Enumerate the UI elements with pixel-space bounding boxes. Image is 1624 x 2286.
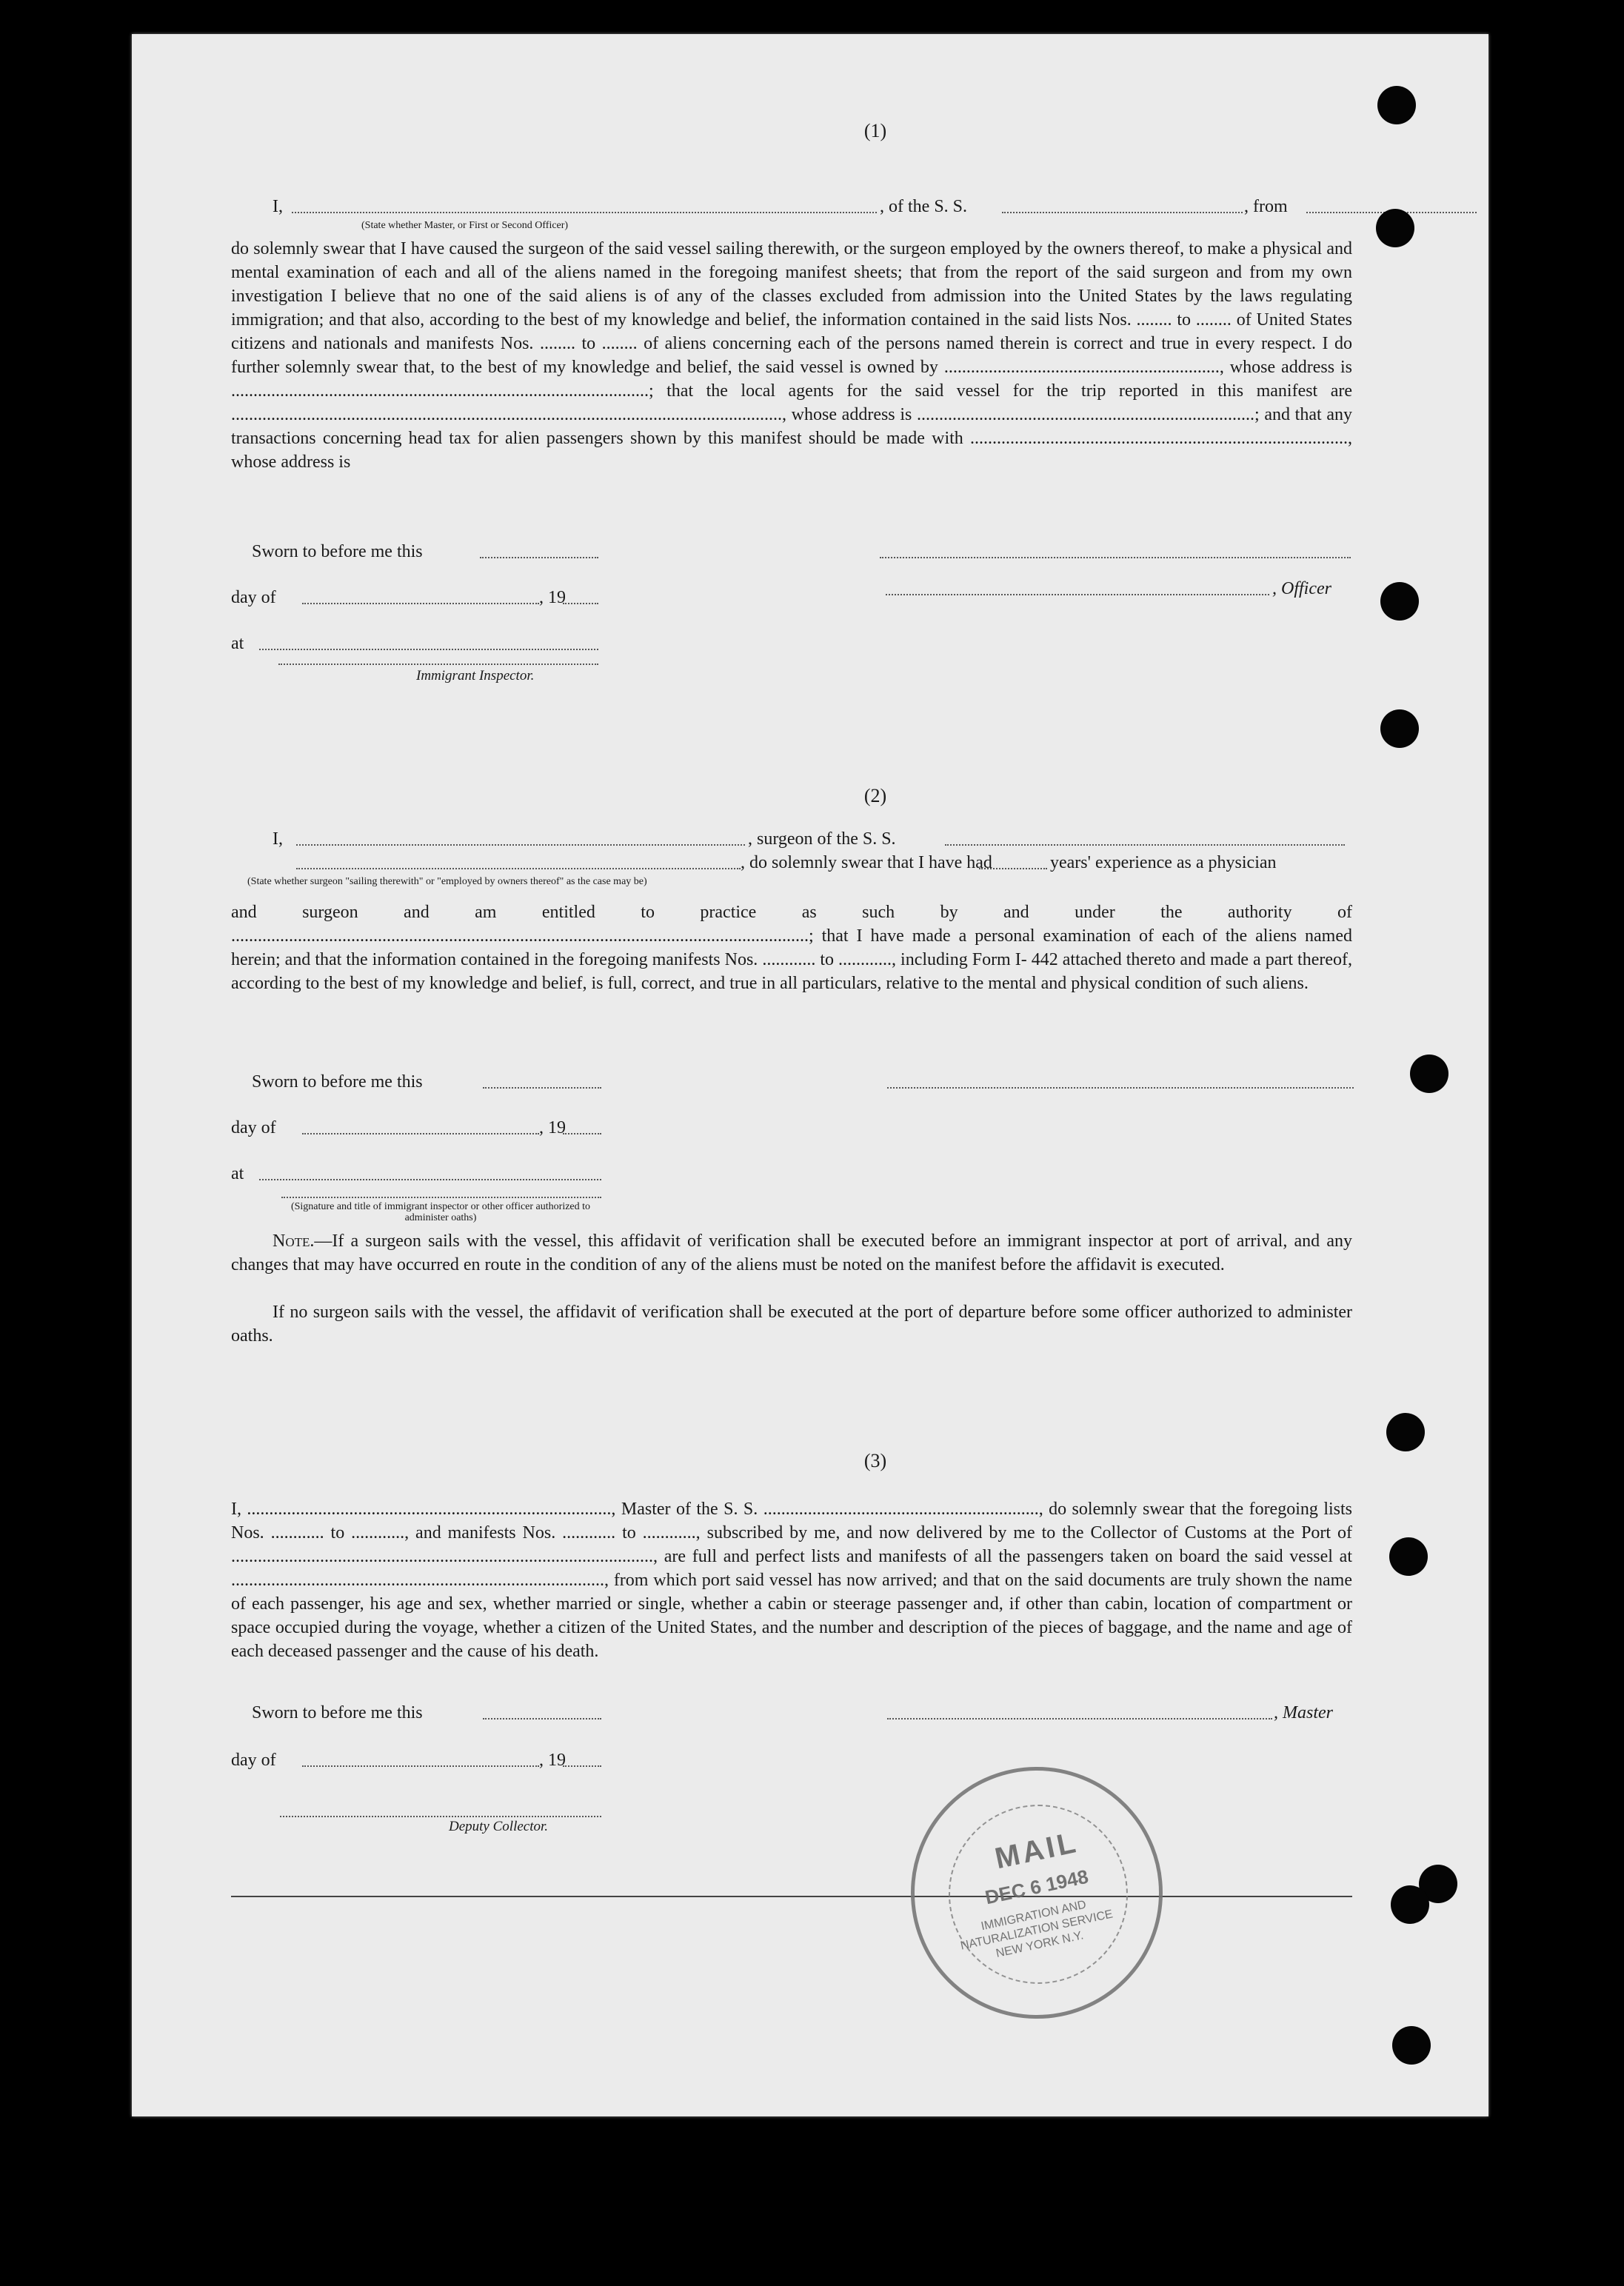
section2-caption: (State whether surgeon "sailing therewith" or "employed by owners thereof" as the case may be) xyxy=(247,876,647,887)
manifest-page xyxy=(132,34,1488,2116)
section2-officer-signature-blank xyxy=(281,1197,601,1198)
stamp-mail-text: MAIL xyxy=(992,1825,1082,1876)
section1-sworn-blank xyxy=(480,557,598,558)
section1-signature-blank xyxy=(880,557,1351,558)
surgeon-name-blank xyxy=(296,844,745,846)
section3-oath-text: I, .................................................................................., Master of the S. S. .............................................................., do solemnly swear that the foregoing lists Nos. ............ to ............, and manifests Nos. ............ to ............, subscribed by me, and now delivered by me to the Collector of Customs at the Port of ..............................................................................................., are full and perfect lists and manifests of all the passengers taken on board the said vessel at ...................................................................................., from which port said vessel has now arrived; and that on the said documents are truly shown the name of each passenger, his age and sex, whether married or single, whether a cabin or steerage passenger and, if other than cabin, location of compartment or space occupied during the voyage, whether a citizen of the United States, and the number and description of the pieces of baggage, and the name and age of each deceased passenger and the cause of his death. xyxy=(231,1500,1352,1661)
section1-caption: (State whether Master, or First or Second Officer) xyxy=(361,220,569,231)
section3-heading: (3) xyxy=(863,1450,887,1471)
section1-at-label: at xyxy=(231,634,244,653)
section2-note2: If no surgeon sails with the vessel, the affidavit of verification shall be executed at the port of departure before some officer authorized to administer oaths. xyxy=(231,1303,1352,1346)
bottom-rule xyxy=(231,1896,1352,1897)
section2-i-label: I, xyxy=(273,829,283,849)
collector-signature-blank xyxy=(280,1816,601,1817)
binder-hole xyxy=(1380,582,1419,621)
section2-experience-label: , do solemnly swear that I have had xyxy=(741,853,992,872)
section2-signature-caption: (Signature and title of immigrant inspector or other officer authorized to administer oaths) xyxy=(290,1201,591,1223)
section3-year-blank xyxy=(563,1765,601,1767)
section2-heading: (2) xyxy=(863,785,887,806)
section2-years-label: years' experience as a physician xyxy=(1050,853,1277,872)
officer-label: , Officer xyxy=(1272,579,1331,598)
section3-year-label: , 19 xyxy=(539,1751,566,1770)
master-label: , Master xyxy=(1274,1703,1333,1722)
deputy-collector-label: Deputy Collector. xyxy=(449,1819,549,1834)
section1-at-blank xyxy=(259,649,598,650)
section2-year-blank xyxy=(563,1133,601,1134)
binder-hole xyxy=(1380,709,1419,748)
section3-sworn-label: Sworn to before me this xyxy=(252,1703,423,1722)
years-blank xyxy=(979,868,1047,869)
mail-received-stamp xyxy=(911,1767,1163,2019)
section2-sworn-label: Sworn to before me this xyxy=(252,1072,423,1092)
binder-hole xyxy=(1377,86,1416,124)
section2-oath-text: and surgeon and am entitled to practice as such by and under the authority of ..................................................................................................................................; that I have made a personal examination of each of the aliens named herein; and that the information contained in the foregoing manifests Nos. ............ to ............, including Form I- 442 attached thereto and made a part thereof, according to the best of my knowledge and belief, is full, correct, and true in all particulars, relative to the mental and physical condition of such aliens. xyxy=(231,903,1352,993)
surgeon-signature-blank xyxy=(887,1087,1354,1089)
section2-note1 xyxy=(231,1229,1352,1277)
section1-oath-text: do solemnly swear that I have caused the surgeon of the said vessel sailing therewith, or the surgeon employed by the owners thereof, to make a physical and mental examination of each and all of the aliens named in the foregoing manifest sheets; that from the report of the said surgeon and from my own investigation I believe that no one of the said aliens is of any of the classes excluded from admission into the United States by the laws regulating immigration; and that also, according to the best of my knowledge and belief, the information contained in the said lists Nos. ........ to ........ of United States citizens and nationals and manifests Nos. ........ to ........ of aliens concerning each of the persons named therein is correct and true in every respect. I do further solemnly swear that, to the best of my knowledge and belief, the said vessel is owned by .............................................................., whose address is ..............................................................................................; that the local agents for the said vessel for the trip reported in this manifest are ............................................................................................................................, whose address is ............................................................................; and that any transactions concerning head tax for alien passengers shown by this manifest should be made with ....................................................................................., whose address is xyxy=(231,239,1352,472)
section1-i-label: I, xyxy=(273,197,283,216)
section3-day-label: day of xyxy=(231,1751,276,1770)
section2-at-blank xyxy=(259,1179,601,1180)
immigrant-inspector-label: Immigrant Inspector. xyxy=(416,668,535,684)
section2-year-label: , 19 xyxy=(539,1118,566,1137)
binder-hole xyxy=(1376,209,1414,247)
section2-ship-label: , surgeon of the S. S. xyxy=(748,829,896,849)
master-signature-blank xyxy=(887,1718,1272,1719)
binder-hole xyxy=(1410,1055,1448,1093)
binder-hole xyxy=(1392,2026,1431,2065)
binder-hole xyxy=(1391,1885,1429,1924)
note1-text: —If a surgeon sails with the vessel, this affidavit of verification shall be executed before an immigrant inspector at port of arrival, and any changes that may have occurred en route in the condition of any of the aliens must be noted on the manifest before the affidavit is executed. xyxy=(231,1231,1352,1274)
surgeon-type-blank xyxy=(296,868,741,869)
section1-heading: (1) xyxy=(863,120,887,141)
stamp-date: DEC 6 1948 xyxy=(983,1865,1091,1909)
officer-name-blank xyxy=(292,212,877,213)
ship-name-blank xyxy=(1002,212,1243,213)
stamp-service-text: IMMIGRATION AND NATURALIZATION SERVICE NEW YORK N.Y. xyxy=(959,1898,1115,1960)
section3-sworn-blank xyxy=(483,1718,601,1719)
section2-day-blank xyxy=(302,1133,539,1134)
officer-signature-blank xyxy=(886,594,1269,595)
section1-day-label: day of xyxy=(231,588,276,607)
section1-day-blank xyxy=(302,603,539,604)
section2-sworn-blank xyxy=(483,1087,601,1089)
binder-hole xyxy=(1386,1413,1425,1451)
section3-day-blank xyxy=(302,1765,539,1767)
section2-ship-blank xyxy=(945,844,1345,846)
section1-year-blank xyxy=(563,603,598,604)
section1-year-label: , 19 xyxy=(539,588,566,607)
section2-at-label: at xyxy=(231,1164,244,1183)
section2-day-label: day of xyxy=(231,1118,276,1137)
section1-sworn-label: Sworn to before me this xyxy=(252,542,423,561)
section1-from-label: , from xyxy=(1244,197,1288,216)
inspector-signature-blank xyxy=(278,664,598,665)
binder-hole xyxy=(1389,1537,1428,1576)
section1-ship-label: , of the S. S. xyxy=(880,197,968,216)
note-label: Note. xyxy=(273,1231,315,1251)
